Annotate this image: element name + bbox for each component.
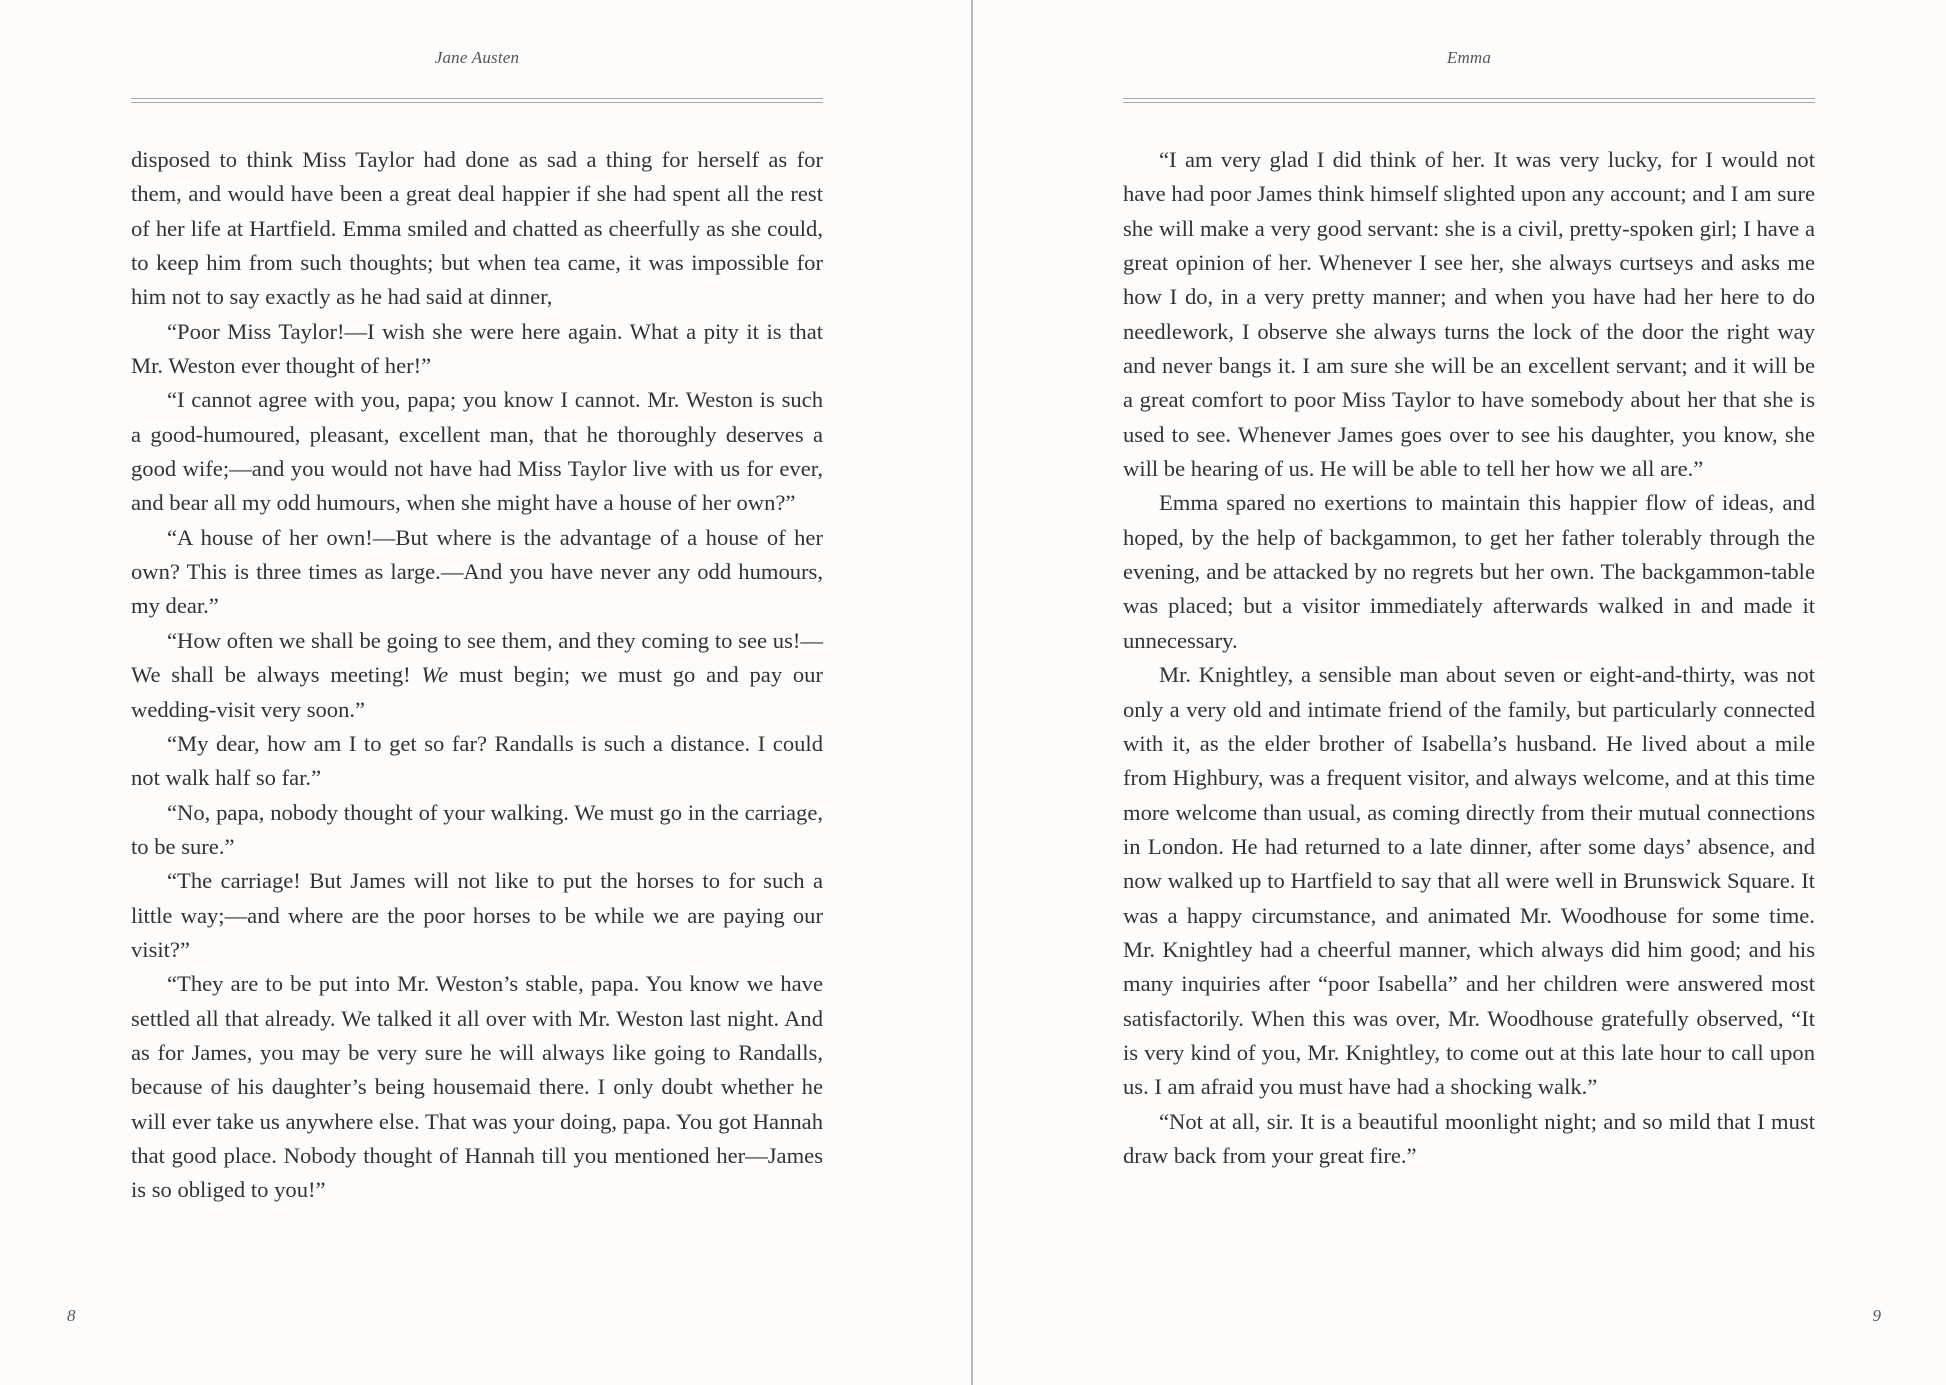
body-text: [131, 143, 823, 1208]
paragraph-text: must begin; we must go and pay our wedding-visit very soon.”: [131, 662, 823, 722]
paragraph: “I cannot agree with you, papa; you know I cannot. Mr. Weston is such a good-humoured, pleasant, excellent man, that he thoroughly deserves a good wife;—and you would not have had Miss Taylor live with us for ever, and bear all my odd humours, when she might have a house of her own?”: [131, 387, 823, 516]
paragraph: “They are to be put into Mr. Weston’s stable, papa. You know we have settled all that already. We talked it all over with Mr. Weston last night. And as for James, you may be very sure he will always like going to Randalls, because of his daughter’s being housemaid there. I only doubt whether he will ever take us anywhere else. That was your doing, papa. You got Hannah that good place. Nobody thought of Hannah till you mentioned her—James is so obliged to you!”: [131, 971, 823, 1203]
paragraph: “My dear, how am I to get so far? Randalls is such a distance. I could not walk half so far.”: [131, 730, 823, 791]
page-gutter-divider: [971, 0, 973, 1385]
right-page: [974, 0, 1946, 1385]
page-number: 9: [1872, 1306, 1881, 1325]
running-head-title: Emma: [1446, 48, 1492, 67]
running-head-author: Jane Austen: [434, 48, 520, 67]
paragraph: Mr. Knightley, a sensible man about seven or eight-and-thirty, was not only a very old and intimate friend of the family, but particularly connected with it, as the elder brother of Isabella’s husband. He lived about a mile from Highbury, was a frequent visitor, and always welcome, and at this time more welcome than usual, as coming directly from their mutual connections in London. He had returned to a late dinner, after some days’ absence, and now walked up to Hartfield to say that all were well in Brunswick Square. It was a happy circumstance, and animated Mr. Woodhouse for some time. Mr. Knightley had a cheerful manner, which always did him good; and his many inquiries after “poor Isabella” and her children were answered most satisfactorily. When this was over, Mr. Woodhouse gratefully observed, “It is very kind of you, Mr. Knightley, to come out at this late hour to call upon us. I am afraid you must have had a shocking walk.”: [1123, 662, 1815, 1100]
paragraph: “A house of her own!—But where is the advantage of a house of her own? This is three times as large.—And you have never any odd humours, my dear.”: [131, 524, 823, 619]
paragraph: “The carriage! But James will not like to put the horses to for such a little way;—and where are the poor horses to be while we are paying our visit?”: [131, 868, 823, 962]
paragraph: Emma spared no exertions to maintain this happier flow of ideas, and hoped, by the help of backgammon, to get her father tolerably through the evening, and be attacked by no regrets but her own. The backgammon-table was placed; but a visitor immediately afterwards walked in and made it unnecessary.: [1123, 490, 1815, 653]
page-number: 8: [67, 1306, 76, 1325]
paragraph: “Poor Miss Taylor!—I wish she were here again. What a pity it is that Mr. Weston ever thought of her!”: [131, 318, 823, 379]
paragraph-text: “How often we shall be going to see them, and they coming to see us!—We shall be always meeting!: [131, 627, 823, 688]
paragraph: “I am very glad I did think of her. It was very lucky, for I would not have had poor James think himself slighted upon any account; and I am sure she will make a very good servant: she is a civil, pretty-spoken girl; I have a great opinion of her. Whenever I see her, she always curtseys and asks me how I do, in a very pretty manner; and when you have had her here to do needlework, I observe she always turns the lock of the door the right way and never bangs it. I am sure she will be an excellent servant; and it will be a great comfort to poor Miss Taylor to have somebody about her that she is used to see. Whenever James goes over to see his daughter, you know, she will be hearing of us. He will be able to tell her how we all are.”: [1123, 147, 1815, 482]
left-page: [0, 0, 972, 1385]
paragraph: “Not at all, sir. It is a beautiful moonlight night; and so mild that I must draw back from your great fire.”: [1123, 1108, 1815, 1168]
paragraph: “No, papa, nobody thought of your walking. We must go in the carriage, to be sure.”: [131, 799, 823, 859]
body-text: [1123, 143, 1815, 1173]
paragraph: disposed to think Miss Taylor had done as sad a thing for herself as for them, and would have been a great deal happier if she had spent all the rest of her life at Hartfield. Emma smiled and chatted as cheerfully as she could, to keep him from such thoughts; but when tea came, it was impossible for him not to say exactly as he had said at dinner,: [131, 147, 823, 310]
paragraph: [131, 624, 823, 727]
emphasis-text: We: [421, 662, 449, 688]
header-rule: [131, 98, 823, 103]
header-rule: [1123, 98, 1815, 103]
